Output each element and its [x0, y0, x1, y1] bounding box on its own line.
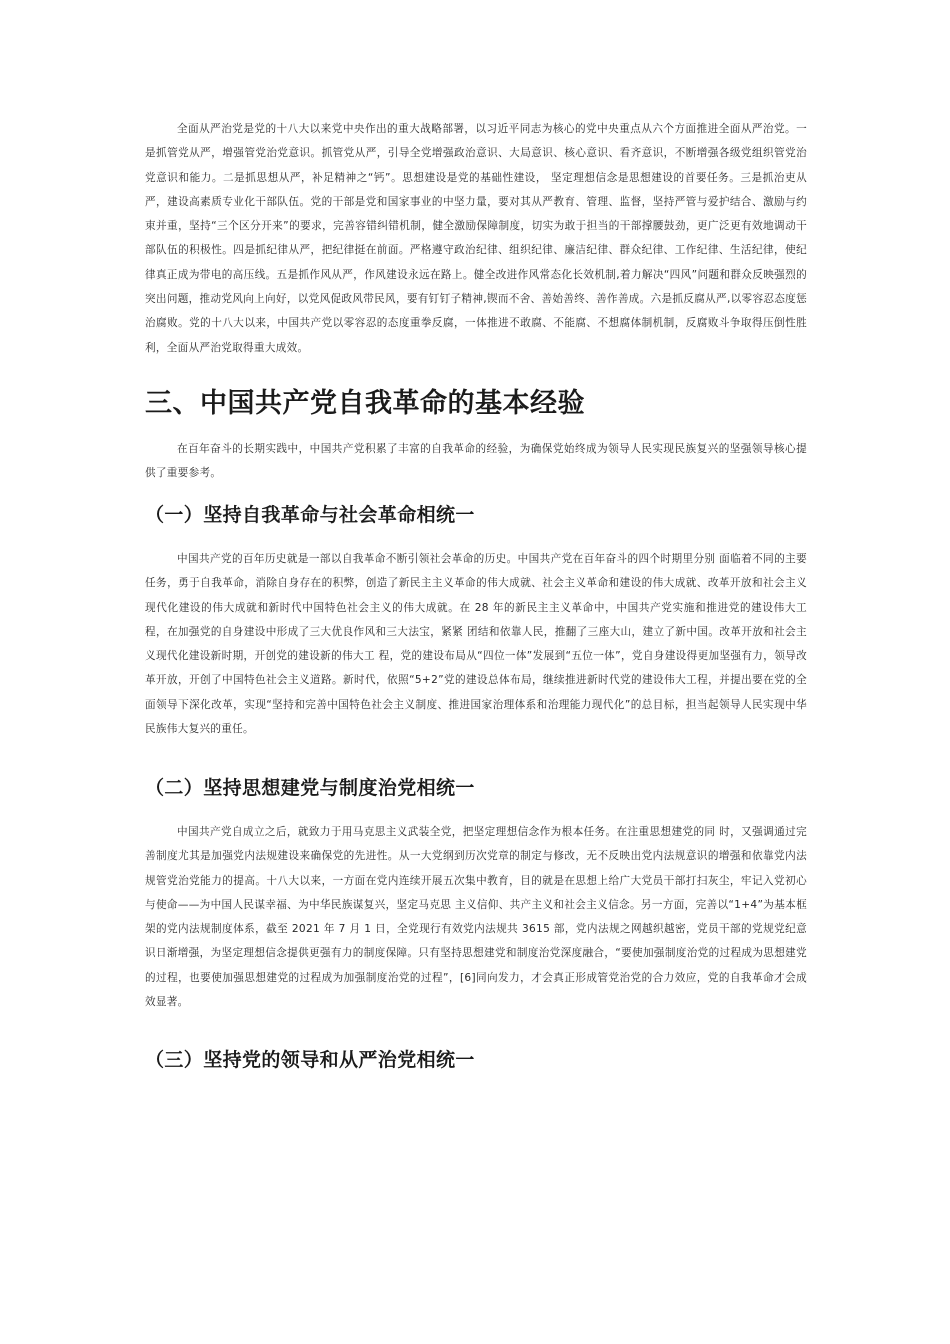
section-three-intro-paragraph: 在百年奋斗的长期实践中，中国共产党积累了丰富的自我革命的经验，为确保党始终成为领导人民实现民族复兴的坚强领导核心提供了重要参考。: [145, 443, 807, 480]
subsection-2-paragraph: 中国共产党自成立之后，就致力于用马克思主义武装全党，把坚定理想信念作为根本任务。在注重思想建党的同 时，又强调通过完善制度尤其是加强党内法规建设来确保党的先进性。从一大党纲到历次党章的制定与修改，无不反映出党内法规意识的增强和依靠党内法规管党治党能力的提高。十八大以来，一方面在党内连续开展五次集中教育，目的就是在思想上给广大党员干部打扫灰尘，牢记入党初心与使命——为中国人民谋幸福、为中华民族谋复兴，坚定马克思 主义信仰、共产主义和社会主义信念。另一方面，完善以“1+4”为基本框架的党内法规制度体系，截至 2021 年 7 月 1 日，全党现行有效党内法规共 3615 部，党内法规之网越织越密，党员干部的党规党纪意识日渐增强，为坚定理想信念提供更强有力的制度保障。只有坚持思想建党和制度治党深度融合，“要使加强制度治党的过程成为思想建党的过程，也要使加强思想建党的过程成为加强制度治党的过程”，[6]同向发力，才会真正形成管党治党的合力效应，党的自我革命才会成效显著。: [145, 826, 807, 1009]
subsection-1-heading: （一）坚持自我革命与社会革命相统一: [145, 504, 475, 526]
subsection-1-paragraph: 中国共产党的百年历史就是一部以自我革命不断引领社会革命的历史。中国共产党在百年奋斗的四个时期里分别 面临着不同的主要任务，勇于自我革命，消除自身存在的积弊，创造了新民主主义革命的伟大成就、社会主义革命和建设的伟大成就、改革开放和社会主义现代化建设的伟大成就和新时代中国特色社会主义的伟大成就。在 28 年的新民主主义革命中，中国共产党实施和推进党的建设伟大工程，在加强党的自身建设中形成了三大优良作风和三大法宝，紧紧 团结和依靠人民，推翻了三座大山，建立了新中国。改革开放和社会主义现代化建设新时期，开创党的建设新的伟大工 程，党的建设布局从“四位一体”发展到“五位一体”，党自身建设得更加坚强有力，领导改革开放，开创了中国特色社会主义道路。新时代，依照“5+2”党的建设总体布局，继续推进新时代党的建设伟大工程，并提出要在党的全面领导下深化改革，实现“坚持和完善中国特色社会主义制度、推进国家治理体系和治理能力现代化”的总目标，担当起领导人民实现中华民族伟大复兴的重任。: [145, 553, 807, 736]
subsection-2-heading: （二）坚持思想建党与制度治党相统一: [145, 777, 475, 799]
intro-paragraph: 全面从严治党是党的十八大以来党中央作出的重大战略部署，以习近平同志为核心的党中央重点从六个方面推进全面从严治党。一是抓管党从严，增强管党治党意识。抓管党从严，引导全党增强政治意识、大局意识、核心意识、看齐意识，不断增强各级党组织管党治党意识和能力。二是抓思想从严，补足精神之“钙”。思想建设是党的基础性建设， 坚定理想信念是思想建设的首要任务。三是抓治吏从严，建设高素质专业化干部队伍。党的干部是党和国家事业的中坚力量，要对其从严教育、管理、监督，坚持严管与爱护结合、激励与约束并重，坚持“三个区分开来”的要求，完善容错纠错机制，健全激励保障制度，切实为敢于担当的干部撑腰鼓劲，更广泛更有效地调动干部队伍的积极性。四是抓纪律从严，把纪律挺在前面。严格遵守政治纪律、组织纪律、廉洁纪律、群众纪律、工作纪律、生活纪律，使纪律真正成为带电的高压线。五是抓作风从严，作风建设永远在路上。健全改进作风常态化长效机制,着力解决“四风”问题和群众反映强烈的突出问题，推动党风向上向好，以党风促政风带民风，要有钉钉子精神,锲而不舍、善始善终、善作善成。六是抓反腐从严,以零容忍态度惩治腐败。党的十八大以来，中国共产党以零容忍的态度重拳反腐，一体推进不敢腐、不能腐、不想腐体制机制，反腐败斗争取得压倒性胜利，全面从严治党取得重大成效。: [145, 123, 807, 354]
subsection-3-heading: （三）坚持党的领导和从严治党相统一: [145, 1049, 475, 1071]
section-three-heading: 三、中国共产党自我革命的基本经验: [145, 388, 585, 419]
